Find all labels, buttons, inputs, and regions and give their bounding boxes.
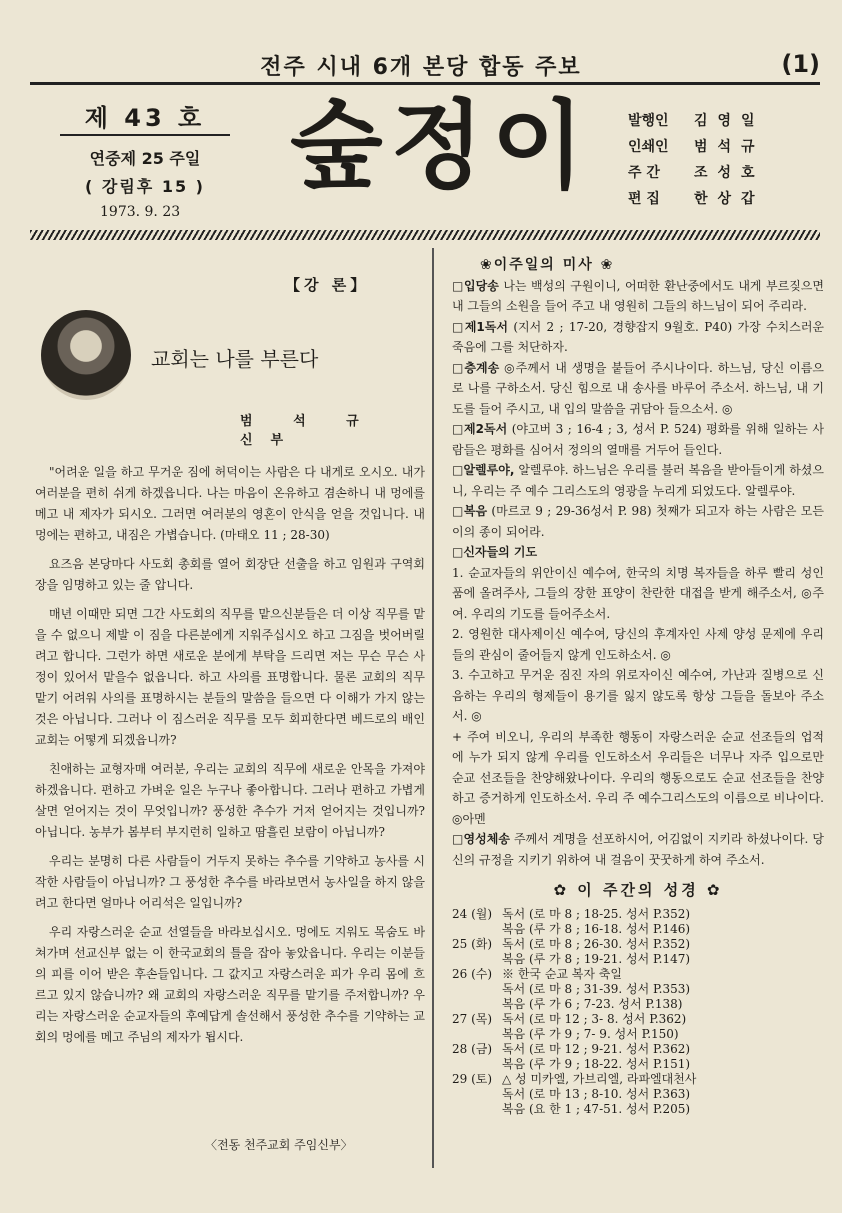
staff-name: 범석규 [694,139,765,155]
reading-day-label: 25 (화) [452,936,493,951]
reading-day [452,907,824,937]
lecture-paragraph: 매년 이때만 되면 그간 사도회의 직무를 맡으신분들은 더 이상 직무를 맡을 수 없으니 제발 이 짐을 다른분에게 지워주십시오 하고 그짐을 벗어버릴려고 합니다. 그런가 하면 새로운 분에게 부탁을 드리면 저는 무슨 무슨 사정이 있어서 맡을수 없읍니다. 하고 사의를 표명합니다. 물론 교회의 직무 맡기 어려워 사의를 표명하시는 분들의 말씀을 들으면 다 이해가 가지 않는 것은 아닙니다. 그러나 이 짐스러운 직무를 모두 회피한다면 베드로의 배인 교회는 어떻게 되겠읍니까? [35,607,425,747]
mass-item [452,276,824,317]
mass-item-text: ◎주께서 내 생명을 붙들어 주시나이다. 하느님, 당신 이름으로 나를 구하소서. 당신 힘으로 내 송사를 바루어 주소서. 하느님, 내 기도를 들어 주시고, 내 입의 말씀을 귀담아 들으소서. ◎ [452,360,824,416]
issue-number: 제 43 호 [84,104,206,132]
reading-day-label: 27 (목) [452,1011,493,1026]
hatched-divider [30,230,820,240]
reading-line: 복음 (루 가 9 ; 18-22. 성서 P.151) [502,1056,691,1071]
staff-name: 김영일 [694,113,765,129]
reading-day [452,1042,824,1072]
mass-item-text: (야고버 3 ; 16-4 ; 3, 성서 P. 524) 평화를 위해 일하는 사람들은 평화를 심어서 정의의 열매를 거두어 들인다. [452,422,824,457]
mass-heading: ❀이주일의 미사 ❀ [480,257,615,273]
reading-line: 복음 (루 가 9 ; 7- 9. 성서 P.150) [502,1026,679,1041]
communion-text: 주께서 계명을 선포하시어, 어김없이 지키라 하셨나이다. 당신의 규정을 지키기 위하여 내 걸음이 꿋꿋하게 하여 주소서. [452,832,824,867]
lecture-paragraph: 친애하는 교형자매 여러분, 우리는 교회의 직무에 새로운 안목을 가져야 하겠읍니다. 편하고 가벼운 일은 누구나 좋아합니다. 그러나 편하고 가볍게 살면 얻어지는 것이 무엇입니까? 풍성한 추수가 거저 얻어지는 것입니까? 아닙니다. 농부가 봄부터 부지런히 일하고 땀흘린 보람이 아닙니까? [35,762,425,839]
reading-day [452,1012,824,1042]
reading-day-label: 29 (토) [452,1071,493,1086]
mass-item-label: □제1독서 [452,319,508,334]
staff-role: 편 집 [628,191,660,207]
staff-row [628,110,765,136]
page-number: (1) [781,50,820,78]
reading-line: 독서 (로 마 12 ; 3- 8. 성서 P.362) [502,1011,687,1026]
top-rule [30,82,820,85]
reading-day [452,1072,824,1117]
lecture-heading: 【강 론】 [285,276,370,294]
weekly-readings-heading: ✿ 이 주간의 성경 ✿ [553,881,723,899]
reading-line: △ 성 미카엘, 가브리엘, 라파엘대천사 [502,1071,697,1086]
reading-day-label: 28 (금) [452,1041,493,1056]
lecture-paragraph: "어려운 일을 하고 무거운 짐에 허덕이는 사람은 다 내게로 오시오. 내가 여러분을 편히 쉬게 하겠읍니다. 나는 마음이 온유하고 겸손하니 내 멍에를 메고 내 제자가 되시오. 그러면 여러분의 영혼이 안식을 얻을 것입니다. 내 멍에는 편하고, 내짐은 가볍습니다. (마태오 11 ; 28-30) [35,465,425,542]
mass-item [452,501,824,542]
lecture-paragraph: 우리는 분명히 다른 사람들이 거두지 못하는 추수를 기약하고 농사를 시작한 사람들이 아닙니까? 그 풍성한 추수를 바라보면서 농사일을 하지 않을려고 한다면 얼마나 어리석은 일입니까? [35,854,425,910]
reading-day-label: 24 (월) [452,906,493,921]
publication-date: 1973. 9. 23 [100,204,181,220]
reading-line: 독서 (로 마 8 ; 26-30. 성서 P.352) [502,936,691,951]
mass-item-label: □입당송 [452,278,499,293]
prayer-item: 3. 수고하고 무거운 짐진 자의 위로자이신 예수여, 가난과 질병으로 신음하는 우리의 형제들이 용기를 잃지 않도록 항상 그들을 돌보아 주소서. ◎ [452,668,824,723]
reading-line: ※ 한국 순교 복자 축일 [502,966,622,981]
reading-day [452,967,824,1012]
communion-label: □영성체송 [452,832,510,846]
mass-item-label: □알렐루야, [452,463,515,477]
mass-item-text: 나는 백성의 구원이니, 어떠한 환난중에서도 내게 부르짖으면 내 그들의 소원을 들어 주고 내 영원히 그들의 하느님이 되어 주리라. [452,278,824,313]
mass-item-text: (지서 2 ; 17-20, 경향잡지 9월호. P40) 가장 수치스러운 죽음에 그를 처단하자. [452,319,825,354]
weekly-readings [452,907,824,1117]
lecture-paragraph: 우리 자랑스러운 순교 선열들을 바라보십시오. 멍에도 지워도 목숨도 바쳐가며 선교신부 없는 이 한국교회의 틀을 잡아 놓았읍니다. 우리는 이분들의 피를 이어 받은 후손들입니다. 그 값지고 자랑스러운 피가 우리 몸에 흐르고 있지 않습니까? 왜 교회의 자랑스러운 직무를 맡기를 주저합니까? 우리는 자랑스러운 순교자들의 후예답게 솔선해서 풍성한 추수를 기약하는 교회의 멍에를 메고 주님의 제자가 됩시다. [35,925,425,1044]
staff-role: 발행인 [628,113,669,129]
reading-line: 독서 (로 마 8 ; 31-39. 성서 P.353) [502,981,691,996]
issue-underline [60,134,230,136]
mass-item-text: 알렐루야. 하느님은 우리를 불러 복음을 받아들이게 하셨으니, 우리는 주 예수 그리스도의 영광을 누리게 되었도다. 알렐루야. [452,463,824,498]
staff-list [628,110,765,214]
staff-role: 주 간 [628,165,660,181]
staff-name: 조성호 [694,165,765,181]
lecture-author: 범 석 규 신부 [240,414,377,448]
mass-item [452,317,824,358]
prayer-item: 2. 영원한 대사제이신 예수여, 당신의 후계자인 사제 양성 문제에 우리들의 관심이 줄어들지 않게 인도하소서. ◎ [452,627,824,662]
mass-item-label: □층계송 [452,360,500,375]
staff-row [628,162,765,188]
prayer-item: 1. 순교자들의 위안이신 예수여, 한국의 치명 복자들을 하루 빨리 성인 품에 올려주사, 그들의 장한 표양이 찬란한 대접을 받게 해주소서, ◎주여. 우리의 기도를 들어주소서. [452,565,824,621]
mass-item [452,460,824,501]
reading-day [452,937,824,967]
author-photo [41,310,131,400]
reading-line: 복음 (루 가 8 ; 16-18. 성서 P.146) [502,921,691,936]
mass-item-text: (마르코 9 ; 29-36성서 P. 98) 첫째가 되고자 하는 사람은 모든 이의 종이 되어라. [452,504,824,539]
mass-item-label: □제2독서 [452,422,508,436]
staff-row [628,188,765,214]
mass-item [452,419,824,460]
staff-row [628,136,765,162]
lecture-signoff: 〈전동 천주교회 주임신부〉 [205,1138,353,1152]
column-divider [432,248,434,1168]
reading-line: 독서 (로 마 12 ; 9-21. 성서 P.362) [502,1041,691,1056]
prayer-item: + 주여 비오니, 우리의 부족한 행동이 자랑스러운 순교 선조들의 업적에 누가 되지 않게 우리를 인도하소서 우리들은 너무나 자주 입으로만 순교 선조들을 찬양해왔나이다. 우리의 행동으로도 순교 선조들을 찬양하고 증거하게 인도하소서. 우리 주 예수그리스도의 이름으로 비나이다. ◎아멘 [452,729,824,826]
liturgical-sunday: 연중제 25 주일 [89,149,201,168]
reading-line: 복음 (루 가 6 ; 7-23. 성서 P.138) [502,996,683,1011]
masthead: 전주 시내 6개 본당 합동 주보 [260,55,582,80]
mass-column [452,255,824,1117]
lecture-body [35,462,425,1056]
mass-item-label: □복음 [452,504,488,518]
reading-line: 복음 (루 가 8 ; 19-21. 성서 P.147) [502,951,691,966]
newsletter-title: 숲정이 [290,90,593,202]
communion-item [452,829,824,870]
liturgical-season: ( 강림후 15 ) [85,177,205,196]
lecture-title: 교회는 나를 부른다 [151,347,319,371]
staff-name: 한상갑 [694,191,765,207]
staff-role: 인쇄인 [628,139,669,155]
prayers-label: □신자들의 기도 [452,545,538,559]
reading-day-label: 26 (수) [452,966,493,981]
mass-item [452,358,824,420]
lecture-paragraph: 요즈음 본당마다 사도회 총회를 열어 회장단 선출을 하고 임원과 구역회장을 임명하고 있는 줄 압니다. [35,557,425,592]
reading-line: 복음 (요 한 1 ; 47-51. 성서 P.205) [502,1101,691,1116]
reading-line: 독서 (로 마 13 ; 8-10. 성서 P.363) [502,1086,691,1101]
reading-line: 독서 (로 마 8 ; 18-25. 성서 P.352) [502,906,691,921]
